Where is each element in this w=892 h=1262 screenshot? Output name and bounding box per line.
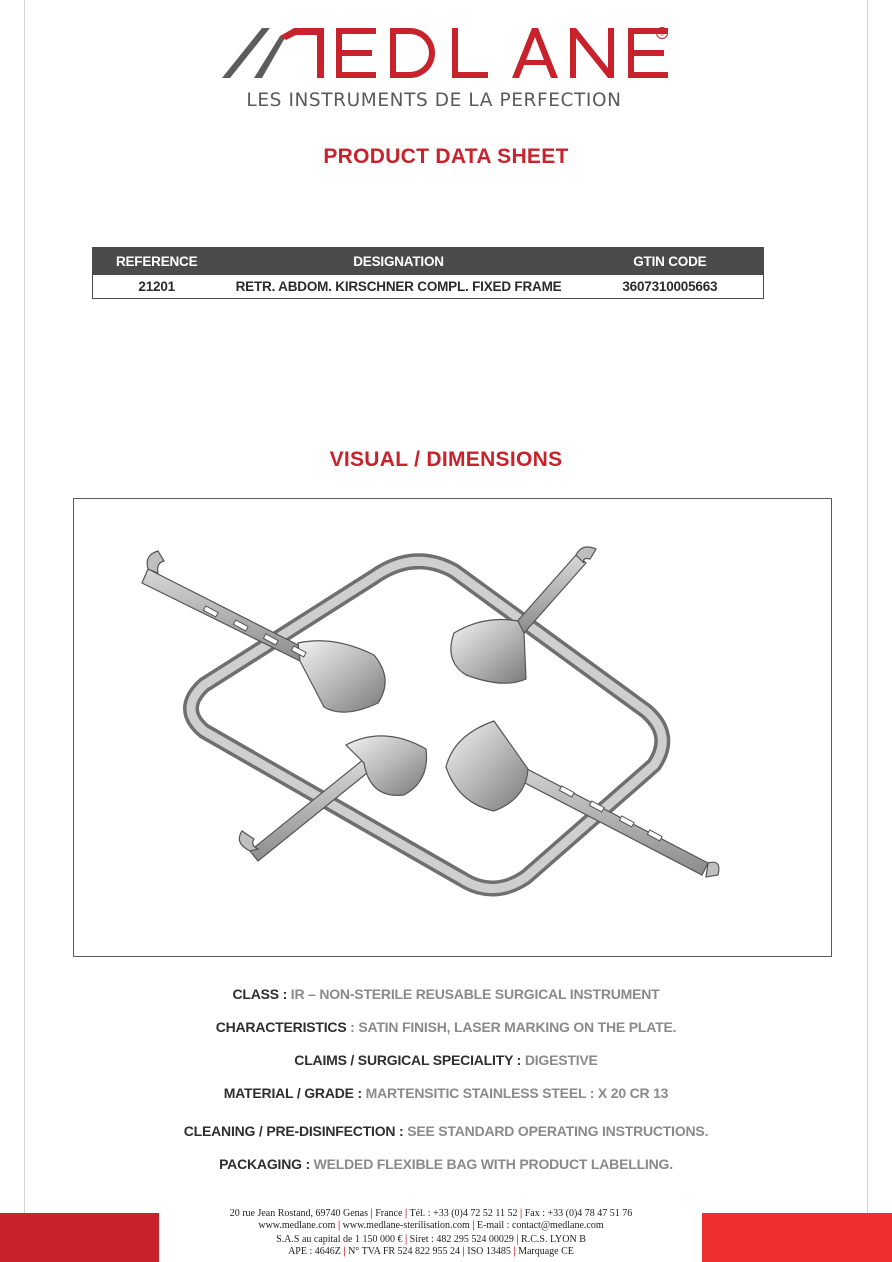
spec-cleaning-key: CLEANING / PRE-DISINFECTION :: [183, 1123, 404, 1139]
footer-separator: |: [337, 1220, 341, 1231]
header-gtin-code: GTIN CODE: [633, 253, 707, 269]
product-image-frame: [73, 498, 832, 957]
spec-class: [0, 986, 892, 1002]
footer-iso: ISO 13485: [467, 1246, 511, 1257]
brand-tagline: LES INSTRUMENTS DE LA PERFECTION: [246, 90, 622, 111]
reference-table: [92, 247, 764, 299]
footer-separator: |: [462, 1246, 465, 1257]
footer-separator: |: [404, 1208, 408, 1219]
footer-red-bar-right: [702, 1213, 892, 1262]
spec-cleaning-value: SEE STANDARD OPERATING INSTRUCTIONS.: [403, 1123, 709, 1139]
spec-material-key: MATERIAL / GRADE :: [223, 1085, 362, 1101]
footer-ce-marking: Marquage CE: [518, 1246, 574, 1257]
footer-capital: S.A.S au capital de 1 150 000 €: [276, 1234, 403, 1245]
cell-gtin-code: 3607310005663: [622, 278, 718, 294]
spec-packaging: [0, 1156, 892, 1172]
footer-sterilisation-link[interactable]: www.medlane-sterilisation.com: [342, 1220, 470, 1231]
footer-separator: |: [370, 1208, 373, 1219]
visual-dimensions-title: VISUAL / DIMENSIONS: [329, 448, 563, 471]
spec-packaging-key: PACKAGING :: [219, 1156, 310, 1172]
footer-separator: |: [516, 1234, 519, 1245]
footer-separator: |: [343, 1246, 346, 1257]
footer-red-bar-left: [0, 1213, 159, 1262]
footer-company-line: [170, 1234, 692, 1245]
spec-class-key: CLASS :: [232, 986, 288, 1002]
medlane-logo: [214, 22, 676, 86]
spec-characteristics-value: : SATIN FINISH, LASER MARKING ON THE PLATE.: [346, 1019, 677, 1035]
spec-characteristics: [0, 1019, 892, 1035]
spec-claims-key: CLAIMS / SURGICAL SPECIALITY :: [294, 1052, 522, 1068]
registered-mark: ®: [659, 31, 665, 38]
table-header-row: [93, 248, 764, 275]
footer-phone: Tél. : +33 (0)4 72 52 11 52: [409, 1208, 518, 1219]
header-reference: REFERENCE: [115, 253, 198, 269]
table-row: [93, 275, 764, 299]
footer-siret: Siret : 482 295 524 00029: [409, 1234, 514, 1245]
spec-claims: [0, 1052, 892, 1068]
cell-reference: 21201: [138, 278, 175, 294]
spec-characteristics-key: CHARACTERISTICS: [215, 1019, 347, 1035]
spec-claims-value: DIGESTIVE: [521, 1052, 598, 1068]
spec-material-value: MARTENSITIC STAINLESS STEEL : X 20 CR 13: [361, 1085, 669, 1101]
footer-country: France: [375, 1208, 403, 1219]
footer-website-link[interactable]: www.medlane.com: [258, 1220, 336, 1231]
spec-material: [0, 1085, 892, 1101]
cell-designation: RETR. ABDOM. KIRSCHNER COMPL. FIXED FRAME: [235, 278, 562, 294]
footer-web-line: [170, 1220, 692, 1231]
footer-fax: Fax : +33 (0)4 78 47 51 76: [524, 1208, 633, 1219]
spec-packaging-value: WELDED FLEXIBLE BAG WITH PRODUCT LABELLING.: [309, 1156, 673, 1172]
spec-class-value: IR – NON-STERILE REUSABLE SURGICAL INSTRUMENT: [287, 986, 660, 1002]
spec-cleaning: [0, 1123, 892, 1139]
retractor-illustration: [74, 499, 830, 955]
footer-separator: |: [513, 1246, 516, 1257]
header-designation: DESIGNATION: [353, 253, 444, 269]
footer-separator: |: [472, 1220, 475, 1231]
footer-address: 20 rue Jean Rostand, 69740 Genas: [229, 1208, 369, 1219]
footer-rcs: R.C.S. LYON B: [521, 1234, 586, 1245]
footer-legal-line: [170, 1246, 692, 1257]
product-data-sheet-title: PRODUCT DATA SHEET: [323, 145, 569, 168]
footer-email-link[interactable]: E-mail : contact@medlane.com: [476, 1220, 604, 1231]
footer-ape: APE : 4646Z: [288, 1246, 341, 1257]
footer-separator: |: [404, 1234, 408, 1245]
footer-vat: N° TVA FR 524 822 955 24: [348, 1246, 461, 1257]
footer-address-line: [170, 1208, 692, 1219]
footer-separator: |: [520, 1208, 523, 1219]
